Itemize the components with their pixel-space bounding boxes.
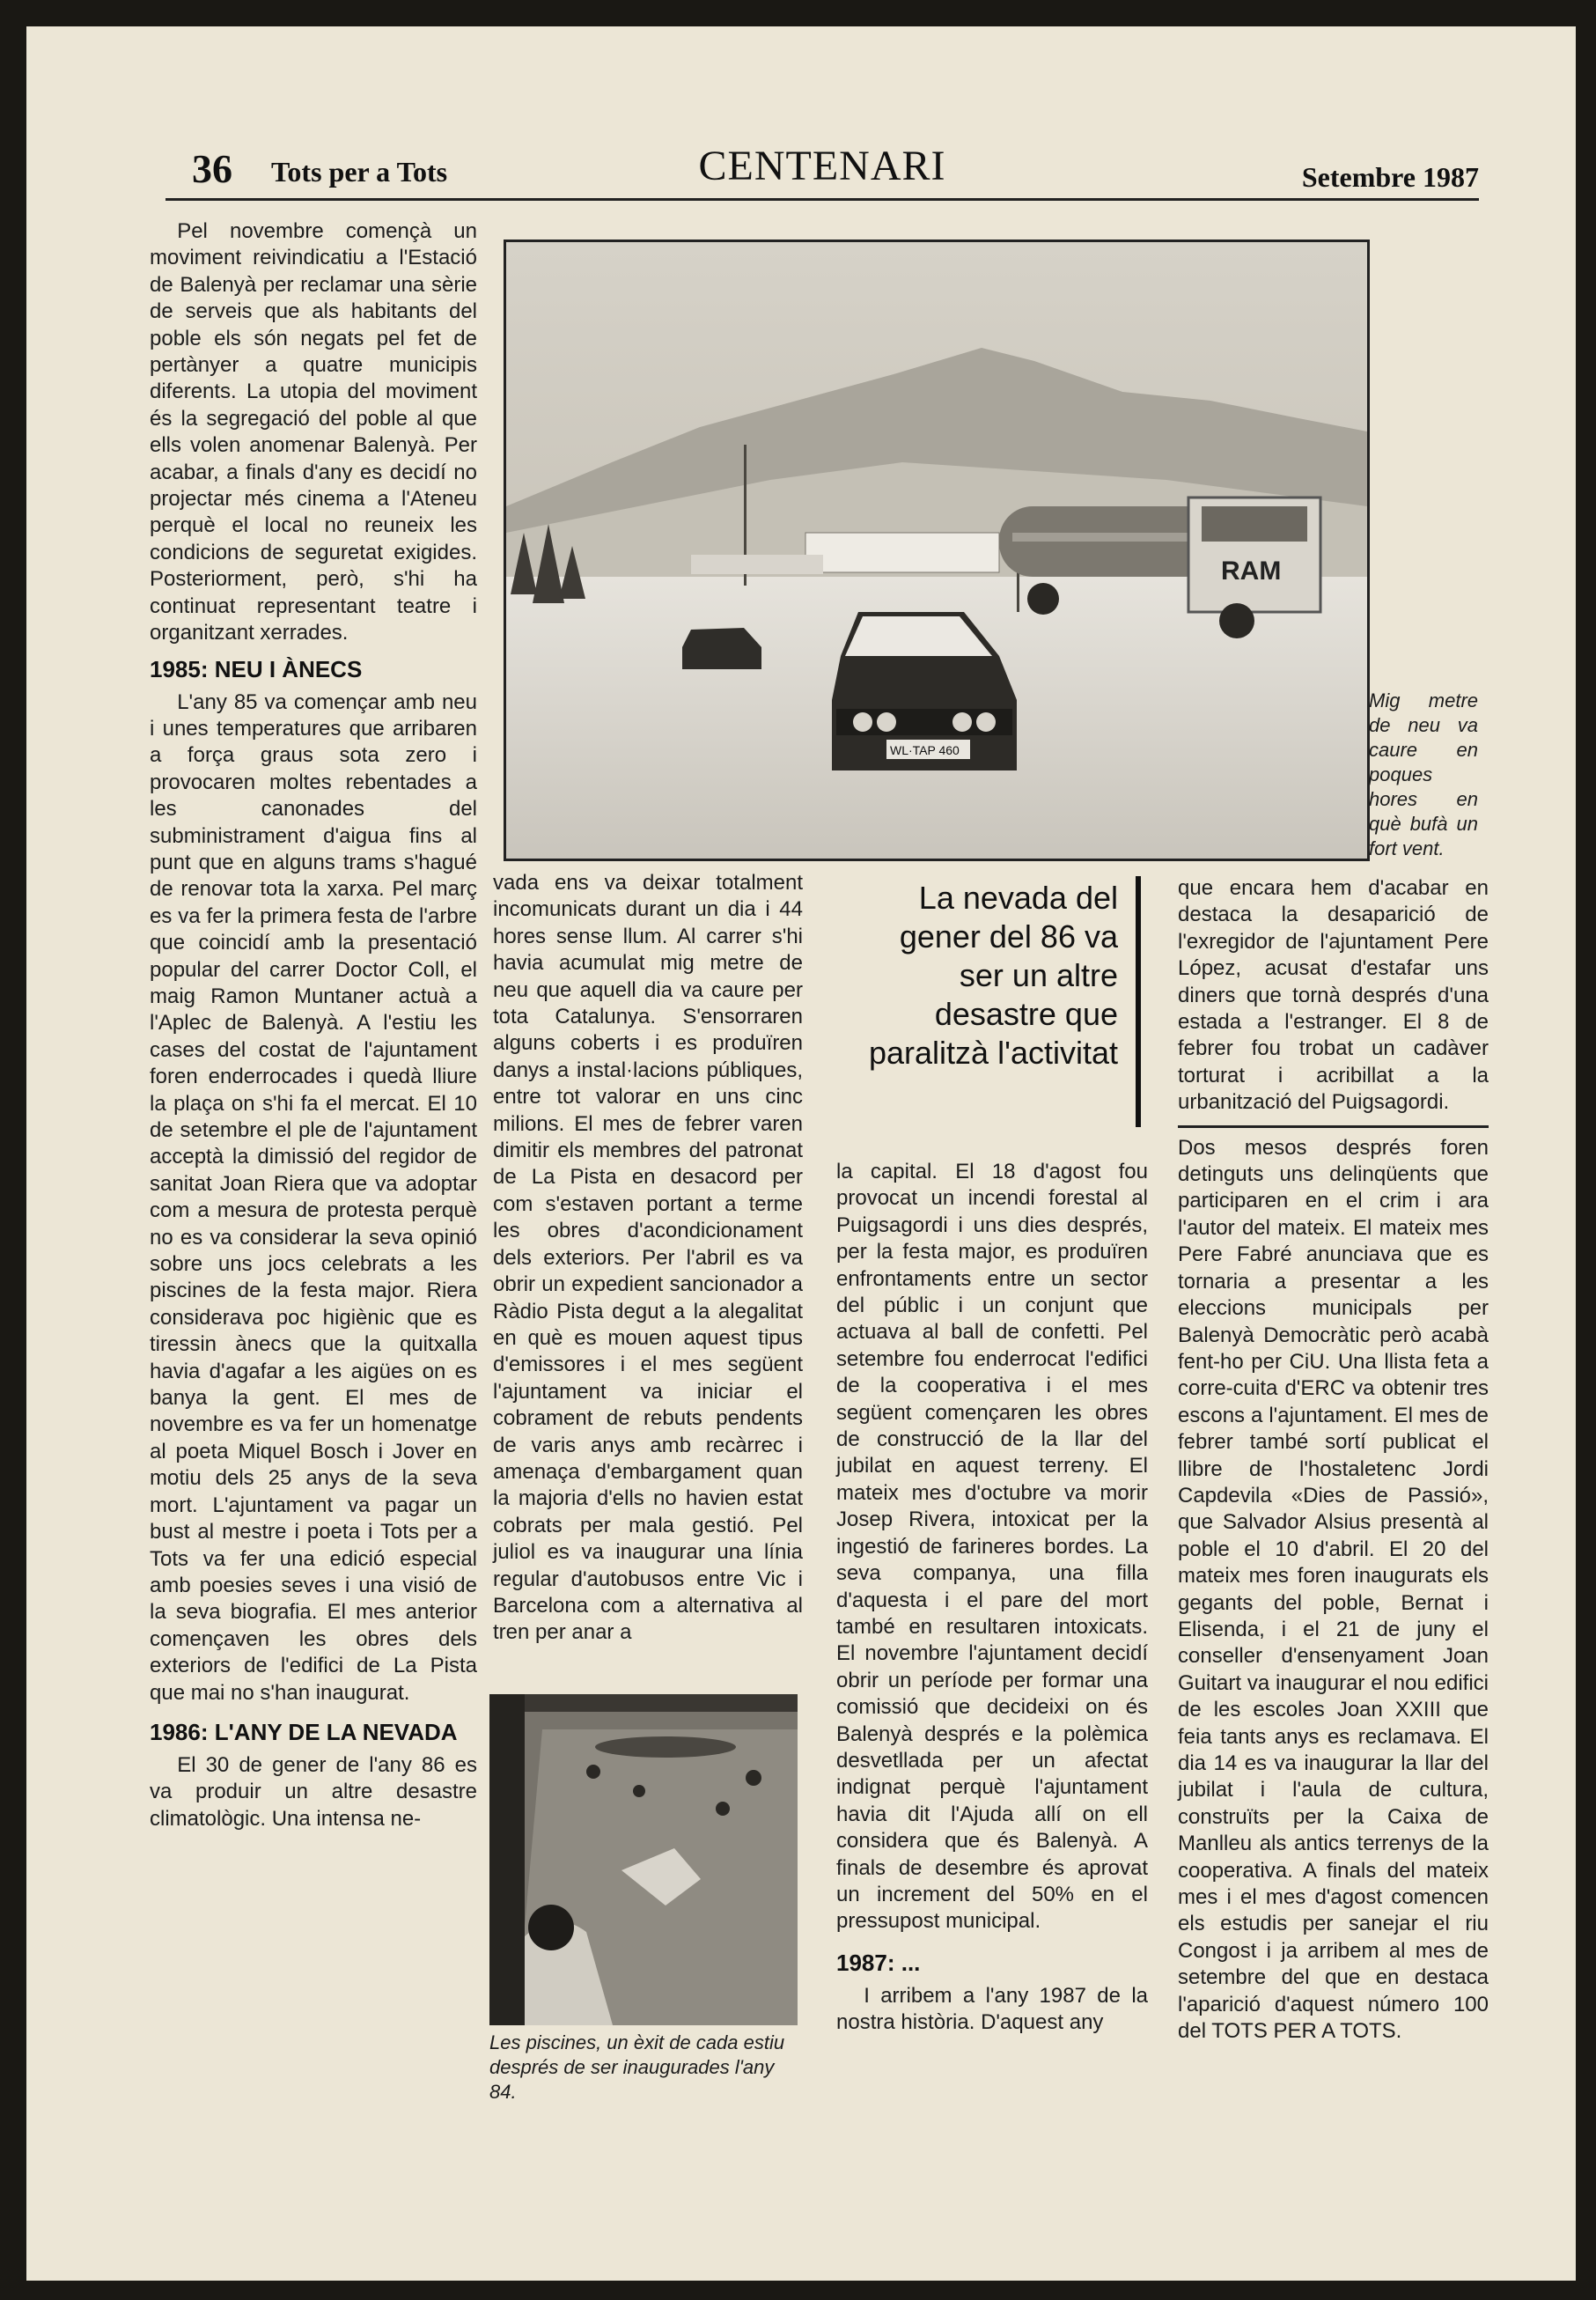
article-column-4: [1178, 875, 1489, 2045]
pool-photo-caption: Les piscines, un èxit de cada estiu després de ser inaugurades l'any 84.: [489, 2031, 785, 2103]
paragraph-col4-main: Dos mesos després foren detinguts uns delinqüents que participaren en el crim i ara l'autor del mateix. El mateix mes Pere Fabré anunciava que es tornaria a presentar a les eleccions municipals per Balenyà Democràtic però acabà fent-ho per CiU. Una llista feta a corre-cuita d'ERC va obtenir tres escons a l'ajuntament. El mes de febrer també sortí publicat el llibre de l'hostaletenc Jordi Capdevila «Dies de Passió», que Salvador Alsius presentà al poble el 10 d'abril. El 20 del mateix mes foren inaugurats els gegants del poble, Bernat i Elisenda, i el 21 de juny el conseller d'ensenyament Joan Guitart va inaugurar el nou edifici de les escoles Joan XXIII que feia tants anys es reclamava. El dia 14 es va inaugurar la llar del jubilat i l'aula de cultura, construïts per la Caixa de Manlleu als antics terrenys de la cooperativa. A finals del mateix mes i el mes d'agost comencen els estudis per sanejar el riu Congost i ja arribem al mes de setembre del que en destaca l'aparició d'aquest número 100 del TOTS PER A TOTS.: [1178, 1135, 1489, 2044]
publication-name: Tots per a Tots: [271, 156, 448, 188]
heading-1985: 1985: NEU I ÀNECS: [150, 655, 363, 682]
paragraph-1986: El 30 de gener de l'any 86 es va produir un altre desastre climatològic. Una intensa ne-: [150, 1752, 477, 1831]
pull-quote-bar: [1136, 876, 1141, 1127]
snow-photo-caption: Mig metre de neu va caure en poques hores en què bufà un fort vent.: [1369, 689, 1478, 859]
snow-scene-image: [506, 242, 1367, 859]
pool-scene-image: [489, 1694, 798, 2025]
svg-text:WL·TAP 460: WL·TAP 460: [890, 743, 960, 757]
heading-1987: 1987: ...: [836, 1949, 921, 1976]
snow-photo: [504, 240, 1370, 861]
svg-text:RAM: RAM: [1221, 557, 1282, 586]
paragraph-intro: Pel novembre començà un moviment reivindicatiu a l'Estació de Balenyà per reclamar una sèrie de serveis que als habitants del poble els són negats pel fet de pertànyer a quatre municipis diferents. La utopia del moviment és la segregació del poble al que ells volen anomenar Balenyà. Per acabar, a finals d'any es decidí no projectar més cinema a l'Ateneu perquè el local no reuneix les condicions de seguretat exigides. Posteriorment, però, s'hi ha continuat representant teatre i organitzant xerrades.: [150, 219, 477, 645]
issue-date: Setembre 1987: [1301, 161, 1479, 193]
section-divider: [1178, 1125, 1489, 1128]
pool-photo: [489, 1694, 798, 2025]
paragraph-col4-top: que encara hem d'acabar en destaca la desaparició de l'exregidor de l'ajuntament Pere López, acusat d'estafar uns diners que tornà després d'una estada a l'estranger. El 8 de febrer fou trobat un cadàver torturat i acribillat a la urbanització del Puigsagordi.: [1178, 876, 1489, 1115]
paragraph-col3: la capital. El 18 d'agost fou provocat un incendi forestal al Puigsagordi i uns dies després, per la festa major, es produïren enfrontaments entre un sector del públic i un conjunt que actuava al ball de confetti. Pel setembre fou enderrocat l'edifici de la cooperativa i el mes següent començaren les obres de construcció de la llar del jubilat en aquest terreny. El mateix mes d'octubre va morir Josep Rivera, intoxicat per la ingestió de farineres bordes. La seva companya, una filla d'aquesta i el pare del mort també en resultaren intoxicats. El novembre l'ajuntament decidí obrir un període per formar una comissió que decideixi on és Balenyà després e la polèmica desvetllada per un afectat indignat perquè l'ajuntament havia dit l'Ajuda allí on ell considera que és Balenyà. A finals de desembre és aprovat un increment del 50% en el pressupost municipal.: [836, 1160, 1148, 1934]
article-column-2: [493, 870, 803, 1647]
page-header: [165, 136, 1479, 201]
paragraph-1987: I arribem a l'any 1987 de la nostra història. D'aquest any: [836, 1983, 1148, 2035]
article-column-1: [150, 218, 477, 1832]
page-number: 36: [192, 146, 232, 191]
section-title: CENTENARI: [698, 143, 946, 189]
paragraph-col2: vada ens va deixar totalment incomunicats durant un dia i 44 hores sense llum. Al carrer s'hi havia acumulat mig metre de neu que aquell dia va caure per tota Catalunya. S'ensorraren alguns coberts i es produïren danys a instal·lacions públiques, entre tot valorar en uns cinc milions. El mes de febrer varen dimitir els membres del patronat de La Pista en desacord per com s'estaven portant a terme les obres d'acondicionament dels exteriors. Per l'abril es va obrir un expedient sancionador a Ràdio Pista degut a la alegalitat en què es mouen aquest tipus d'emissores i el mes següent l'ajuntament va iniciar el cobrament de rebuts pendents de varis anys amb recàrrec i amenaça d'embargament quan la majoria d'ells no havien estat cobrats per mala gestió. Pel juliol es va inaugurar una línia regular d'autobusos entre Vic i Barcelona com a alternativa al tren per anar a: [493, 871, 803, 1645]
pull-quote: La nevada del gener del 86 va ser un altre desastre que paralitzà l'activitat: [869, 880, 1118, 1071]
heading-1986: 1986: L'ANY DE LA NEVADA: [150, 1718, 458, 1745]
article-column-3: [836, 1159, 1148, 2037]
paragraph-1985: L'any 85 va començar amb neu i unes temperatures que arribaren a força graus sota zero i provocaren moltes rebentades a les canonades del subministrament d'aigua fins al punt que en alguns trams s'hagué de renovar tota la xarxa. Pel març es va fer la primera festa de l'arbre que coincidí amb la presentació popular del carrer Doctor Coll, el maig Ramon Muntaner actuà a l'Aplec de Balenyà. A l'estiu les cases del costat de l'ajuntament foren enderrocades i quedà lliure la plaça on s'hi fa el mercat. El 10 de setembre el ple de l'ajuntament acceptà la dimissió del regidor de sanitat Joan Riera que va adoptar com a mesura de protesta perquè no es va considerar la seva opinió sobre uns jocs celebrats a les piscines de la festa major. Riera considerava poc higiènic que es tiressin ànecs que la quitxalla havia d'agafar a les aigües on es banya la gent. El mes de novembre es va fer un homenatge al poeta Miquel Bosch i Jover en motiu dels 25 anys de la seva mort. L'ajuntament va pagar un bust al mestre i poeta i Tots per a Tots va fer una edició especial amb poesies seves i una visió de la seva biografia. El mes anterior començaven les obres dels exteriors de l'edifici de La Pista que mai no s'han inaugurat.: [150, 689, 477, 1705]
